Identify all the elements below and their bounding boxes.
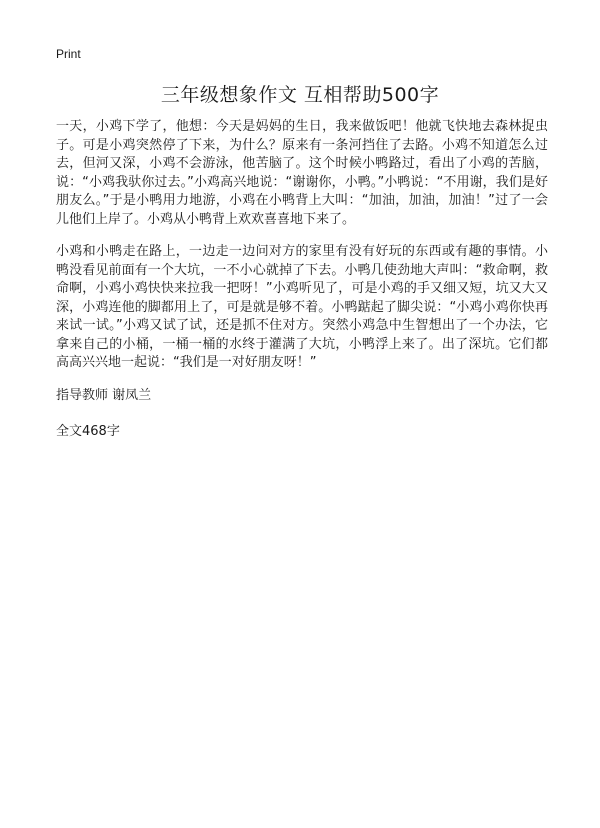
print-link[interactable]: Print bbox=[56, 47, 81, 61]
paragraph-1: 一天，小鸡下学了，他想：今天是妈妈的生日，我来做饭吧！他就飞快地去森林捉虫子。可是小鸡突然停了下来，为什么？原来有一条河挡住了去路。小鸡不知道怎么过去，但河又深，小鸡不会游泳，他苦脑了。这个时候小鸭路过，看出了小鸡的苦脑，说：“小鸡我驮你过去。”小鸡高兴地说：“谢谢你，小鸭。”小鸭说：“不用谢，我们是好朋友么。”于是小鸭用力地游，小鸡在小鸭背上大叫：“加油，加油，加油！”过了一会儿他们上岸了。小鸡从小鸭背上欢欢喜喜地下来了。 bbox=[56, 119, 548, 227]
article-title: 三年级想象作文 互相帮助500字 bbox=[160, 84, 440, 106]
article-body bbox=[56, 118, 548, 441]
word-count: 全文468字 bbox=[56, 423, 120, 439]
paragraph-2: 小鸡和小鸭走在路上，一边走一边问对方的家里有没有好玩的东西或有趣的事情。小鸭没看见前面有一个大坑，一不小心就掉了下去。小鸭几使劲地大声叫：“救命啊，救命啊，小鸡小鸡快快来拉我一把呀！”小鸡听见了，可是小鸡的手又细又短，坑又大又深，小鸡连他的脚都用上了，可是就是够不着。小鸭踮起了脚尖说：“小鸡小鸡你快再来试一试。”小鸡又试了试，还是抓不住对方。突然小鸡急中生智想出了一个办法，它拿来自己的小桶，一桶一桶的水终于灌满了大坑，小鸭浮上来了。出了深坑。它们都高高兴兴地一起说：“我们是一对好朋友呀！” bbox=[56, 244, 548, 370]
teacher-credit: 指导教师 谢凤兰 bbox=[56, 387, 152, 403]
